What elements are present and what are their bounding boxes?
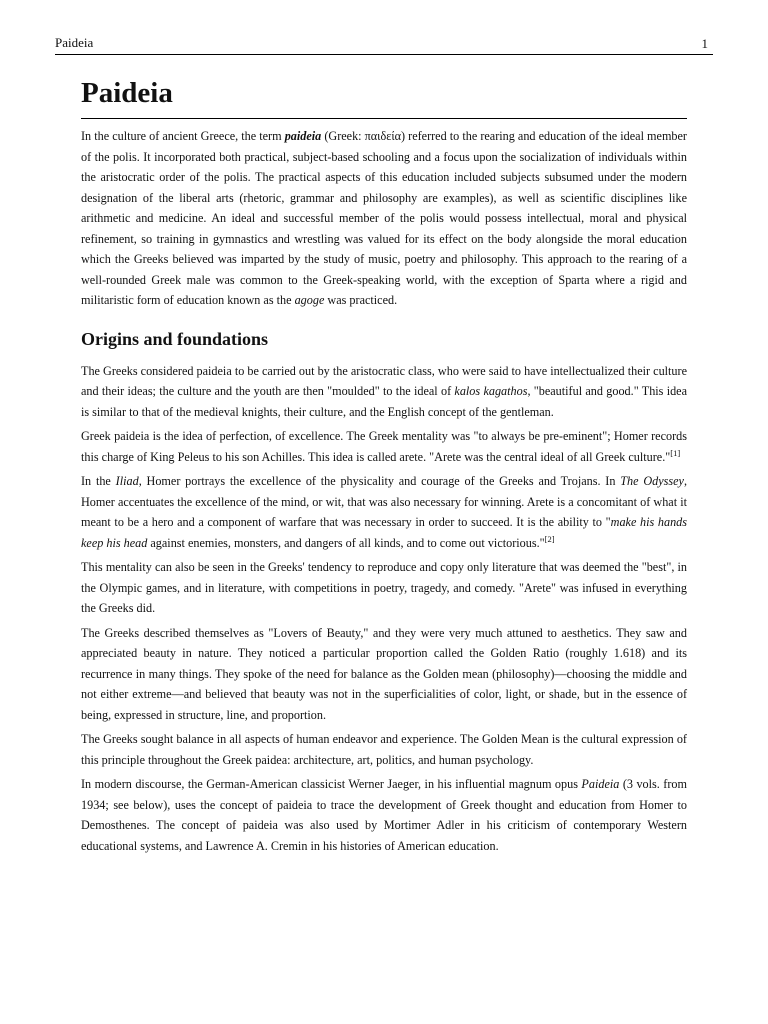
paragraph-4: This mentality can also be seen in the Greeks' tendency to reproduce and copy only literature that was deemed the "best", in the Olympic games, and in literature, with competitions in poetry, tragedy, and comedy. "Arete" was infused in everything the Greeks did. <box>81 560 687 615</box>
intro-paragraph <box>81 126 687 311</box>
p7-text-b: (3 vols. from 1934; see below), uses the concept of paideia to trace the development of Greek thought and education from Homer to Demosthenes. The concept of paideia was also used by Mortimer Adler in his criticism of contemporary Western educational systems, and Lawrence A. Cremin in his histories of American education. <box>81 777 687 853</box>
page-number: 1 <box>701 36 708 51</box>
p3-text-d: against enemies, monsters, and dangers of all kinds, and to come out victorious." <box>147 535 545 550</box>
p7-text-a: In modern discourse, the German-American classicist Werner Jaeger, in his influential magnum opus <box>81 777 582 791</box>
intro-agoge: agoge <box>294 293 325 307</box>
running-header <box>55 36 713 55</box>
intro-text-c: was practiced. <box>324 293 398 307</box>
paragraph-6: The Greeks sought balance in all aspects of human endeavor and experience. The Golden Mean is the cultural expression of this principle throughout the Greek paidea: architecture, art, politics, and human psychology. <box>81 732 687 767</box>
citation-1[interactable]: [1] <box>670 447 681 458</box>
p3-text-b: , Homer portrays the excellence of the physicality and courage of the Greeks and Trojans. In <box>138 474 621 488</box>
article-body <box>81 74 687 860</box>
p3-text-a: In the <box>81 474 116 488</box>
intro-text-b: (Greek: παιδεία) referred to the rearing and education of the ideal member of the polis. It incorporated both practical, subject-based schooling and a focus upon the socialization of individuals within the aristocratic order of the polis. The practical aspects of this education included subjects subsumed under the modern designation of the liberal arts (rhetoric, grammar and philosophy are examples), as well as scientific disciplines like arithmetic and medicine. An ideal and successful member of the polis would possess intellectual, moral and physical refinement, so training in gymnastics and wrestling was valued for its effect on the body alongside the moral education which the Greeks believed was imparted by the study of music, poetry and philosophy. This approach to the rearing of a well-rounded Greek male was common to the Greek-speaking world, with the exception of Sparta where a rigid and militaristic form of education known as the <box>81 129 687 307</box>
citation-2[interactable]: [2] <box>544 533 555 544</box>
p2-text: Greek paideia is the idea of perfection, of excellence. The Greek mentality was "to always be pre-eminent"; Homer records this charge of King Peleus to his son Achilles. This idea is called arete. "Arete was the central ideal of all Greek culture." <box>81 429 687 464</box>
intro-text-a: In the culture of ancient Greece, the term <box>81 129 285 143</box>
paragraph-3 <box>81 471 687 553</box>
p3-text-c: , Homer accentuates the excellence of the mind, or wit, that was also necessary for winning. Arete is a concomitant of what it meant to be a hero and a component of warfare that was necessary in order to succeed. It is the ability to " <box>81 474 688 529</box>
paragraph-1 <box>81 361 687 423</box>
section-heading-origins: Origins and foundations <box>81 328 269 349</box>
p1-kalos: kalos kagathos <box>454 384 528 398</box>
paragraph-2 <box>81 426 687 467</box>
intro-term: paideia <box>284 129 322 143</box>
p1-text-b: , "beautiful and good." This idea is similar to that of the medieval knights, their culture, and the English concept of the gentleman. <box>81 384 688 419</box>
paragraph-7 <box>81 774 687 856</box>
p1-text-a: The Greeks considered paideia to be carried out by the aristocratic class, who were said to have intellectualized their culture and their ideas; the culture and the youth are then "moulded" to the ideal of <box>81 363 687 398</box>
article-title: Paideia <box>81 74 687 119</box>
running-header-title: Paideia <box>55 35 94 50</box>
p3-quote: make his hands keep his head <box>81 515 687 550</box>
p3-iliad: Iliad <box>115 474 139 488</box>
p3-odyssey: The Odyssey <box>620 474 684 488</box>
p7-work: Paideia <box>581 777 620 791</box>
paragraph-5: The Greeks described themselves as "Lovers of Beauty," and they were very much attuned to aesthetics. They saw and appreciated beauty in nature. They noticed a particular proportion called the Golden Ratio (roughly 1.618) and its recurrence in many things. They spoke of the need for balance as the Golden mean (philosophy)—choosing the middle and not either extreme—and believed that beauty was not in the superficialities of color, light, or shade, but in the essence of being, expressed in structure, line, and proportion. <box>81 625 687 722</box>
